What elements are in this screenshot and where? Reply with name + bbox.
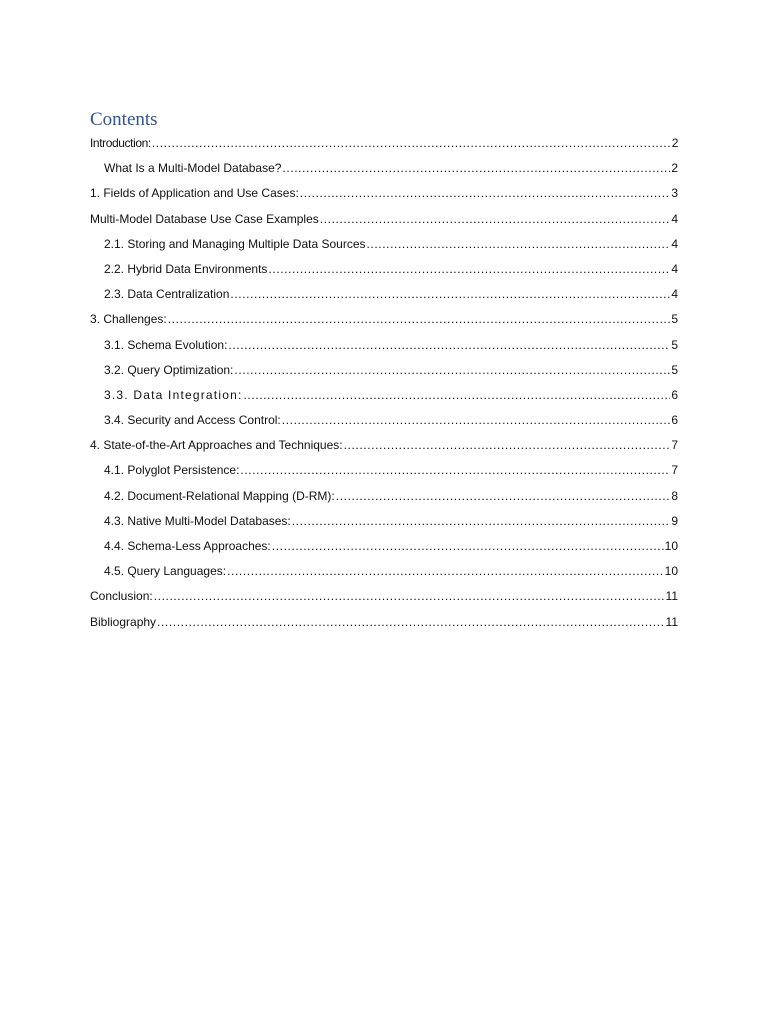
toc-entry-page-number: 4 [671,261,678,276]
toc-entry-page-number: 3 [671,186,678,201]
toc-entry-page-number: 10 [664,564,678,579]
toc-entry-bibliography[interactable] [90,613,678,638]
toc-entry-page-number: 6 [671,387,678,402]
toc-entry-label: 2.3. Data Centralization [104,287,230,302]
toc-entry-document-relational-mapping[interactable] [90,487,678,512]
toc-entry-label: What Is a Multi-Model Database? [104,161,282,176]
toc-dot-leader [344,436,671,454]
toc-entry-label: 4.1. Polyglot Persistence: [104,463,240,478]
toc-entry-page-number: 9 [671,513,678,528]
toc-entry-page-number: 5 [671,337,678,352]
toc-entry-hybrid-data-environments[interactable] [90,260,678,285]
toc-dot-leader [282,411,671,429]
toc-entry-label: 4.3. Native Multi-Model Databases: [104,513,291,528]
toc-dot-leader [320,210,671,228]
toc-entry-page-number: 2 [671,161,678,176]
toc-entry-page-number: 5 [671,312,678,327]
toc-entry-native-multi-model-databases[interactable] [90,512,678,537]
toc-dot-leader [272,537,664,555]
toc-dot-leader [282,159,670,177]
toc-entry-data-integration[interactable] [90,386,678,411]
toc-entry-page-number: 4 [671,211,678,226]
toc-dot-leader [230,285,670,303]
toc-entry-introduction[interactable] [90,134,678,159]
toc-entry-label: Introduction: [90,136,151,150]
toc-entry-use-case-examples[interactable] [90,210,678,235]
toc-entry-data-centralization[interactable] [90,285,678,310]
toc-entry-page-number: 4 [671,287,678,302]
toc-entry-page-number: 4 [671,236,678,251]
toc-entry-label: 4. State-of-the-Art Approaches and Techniques: [90,438,343,453]
toc-entry-page-number: 5 [671,362,678,377]
toc-entry-label: 3.2. Query Optimization: [104,362,234,377]
toc-entry-label: Bibliography [90,614,157,629]
toc-title: Contents [90,109,158,130]
toc-entry-page-number: 6 [671,413,678,428]
toc-dot-leader [292,512,671,530]
toc-dot-leader [157,613,664,631]
toc-dot-leader [152,134,671,152]
toc-entry-query-languages[interactable] [90,562,678,587]
toc-entry-page-number: 7 [671,438,678,453]
toc-entry-page-number: 11 [665,614,678,629]
toc-entry-label: 4.4. Schema-Less Approaches: [104,539,271,553]
toc-dot-leader [154,587,665,605]
toc-entry-state-of-the-art[interactable] [90,436,678,461]
toc-entry-label: 4.2. Document-Relational Mapping (D-RM): [104,488,335,503]
toc-entry-challenges[interactable] [90,310,678,335]
toc-entry-label: 3.3. Data Integration: [104,387,243,402]
toc-entry-label: 3. Challenges: [90,312,167,327]
toc-entry-label: Conclusion: [90,589,153,604]
table-of-contents [90,134,678,638]
toc-dot-leader [227,562,664,580]
toc-entry-page-number: 7 [671,463,678,478]
toc-entry-page-number: 10 [664,539,678,553]
toc-entry-label: Multi-Model Database Use Case Examples [90,211,319,226]
toc-entry-what-is-multi-model-database[interactable] [90,159,678,184]
toc-entry-schema-evolution[interactable] [90,336,678,361]
toc-entry-page-number: 2 [671,136,678,150]
toc-dot-leader [228,336,670,354]
toc-entry-page-number: 11 [665,589,678,604]
toc-entry-label: 2.2. Hybrid Data Environments [104,261,268,276]
toc-entry-label: 4.5. Query Languages: [104,564,227,579]
toc-entry-security-access-control[interactable] [90,411,678,436]
toc-entry-schema-less-approaches[interactable] [90,537,678,562]
toc-dot-leader [336,487,671,505]
toc-entry-label: 3.4. Security and Access Control: [104,413,281,428]
toc-dot-leader [300,184,671,202]
toc-entry-conclusion[interactable] [90,587,678,612]
toc-dot-leader [243,386,670,404]
toc-dot-leader [234,361,670,379]
toc-entry-label: 3.1. Schema Evolution: [104,337,228,352]
toc-entry-page-number: 8 [671,488,678,503]
toc-dot-leader [268,260,670,278]
toc-entry-polyglot-persistence[interactable] [90,461,678,486]
toc-dot-leader [367,235,671,253]
toc-dot-leader [240,461,670,479]
toc-entry-label: 1. Fields of Application and Use Cases: [90,186,299,201]
toc-dot-leader [168,310,671,328]
toc-entry-label: 2.1. Storing and Managing Multiple Data Sources [104,236,366,251]
toc-entry-query-optimization[interactable] [90,361,678,386]
toc-entry-fields-of-application[interactable] [90,184,678,209]
toc-entry-multiple-data-sources[interactable] [90,235,678,260]
